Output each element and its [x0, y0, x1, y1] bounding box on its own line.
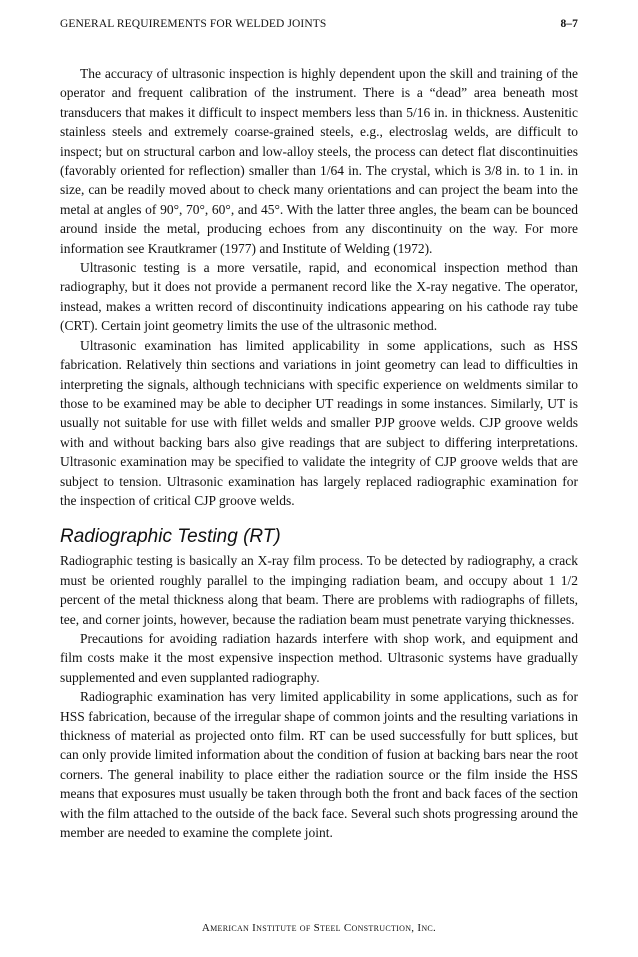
section-heading-radiographic-testing: Radiographic Testing (RT) [60, 526, 281, 548]
paragraph: Ultrasonic testing is a more versatile, rapid, and economical inspection method than radiography, but it does not provide a permanent record like the X-ray negative. The operator, instead, makes a written record of discontinuity indications appearing on his cathode ray tube (CRT). Certain joint geometry limits the use of the ultrasonic method. [60, 260, 578, 334]
page-body [60, 64, 578, 842]
running-header [60, 18, 578, 30]
running-title: GENERAL REQUIREMENTS FOR WELDED JOINTS [60, 18, 327, 30]
paragraph: Radiographic examination has very limited applicability in some applications, such as for HSS fabrication, because of the irregular shape of common joints and the resulting variations in thickness of material as projected onto film. RT can be used successfully for butt splices, but can only provide limited information about the condition of fusion at backing bars near the root corners. The general inability to place either the radiation source or the film inside the HSS means that exposures must usually be taken through both the front and back faces of the section with the film attached to the outside of the back face. Several such shots progressing around the member are needed to examine the complete joint. [60, 689, 578, 841]
paragraph: Radiographic testing is basically an X-ray film process. To be detected by radiography, a crack must be oriented roughly parallel to the impinging radiation beam, and occupy about 1 1/2 percent of the metal thickness along that beam. There are problems with radiographs of fillets, tee, and corner joints, however, because the radiation beam must penetrate varying thicknesses. [60, 553, 578, 627]
paragraph: Precautions for avoiding radiation hazards interfere with shop work, and equipment and film costs make it the most expensive inspection method. Ultrasonic systems have gradually supplemented and even supplanted radiography. [60, 630, 578, 685]
publisher-footer: American Institute of Steel Construction, Inc. [201, 922, 437, 934]
page-number: 8–7 [560, 18, 578, 30]
paragraph: Ultrasonic examination has limited applicability in some applications, such as HSS fabrication. Relatively thin sections and variations in joint geometry can lead to difficulties in interpreting the signals, although technicians with specific experience on weldments similar to those to be examined may be able to decipher UT readings in some instances. Similarly, UT is usually not suitable for use with fillet welds and smaller PJP groove welds. CJP groove welds with and without backing bars also give readings that are subject to differing interpretations. Ultrasonic examination may be specified to validate the integrity of CJP groove welds that are subject to tension. Ultrasonic examination has largely replaced radiographic examination for the inspection of critical CJP groove welds. [60, 337, 578, 508]
paragraph: The accuracy of ultrasonic inspection is highly dependent upon the skill and training of the operator and frequent calibration of the instrument. There is a “dead” area beneath most transducers that makes it difficult to inspect members less than 5/16 in. in thickness. Austenitic stainless steels and extremely coarse-grained steels, e.g., electroslag welds, are difficult to inspect; but on structural carbon and low-alloy steels, the process can detect flat discontinuities (favorably oriented for reflection) smaller than 1/64 in. The crystal, which is 3/8 in. to 1 in. in size, can be readily moved about to check many orientations and can project the beam into the metal at angles of 90°, 70°, 60°, and 45°. With the latter three angles, the beam can be bounced around inside the metal, producing echoes from any discontinuity on the way. For more information see Krautkramer (1977) and Institute of Welding (1972). [60, 66, 578, 256]
